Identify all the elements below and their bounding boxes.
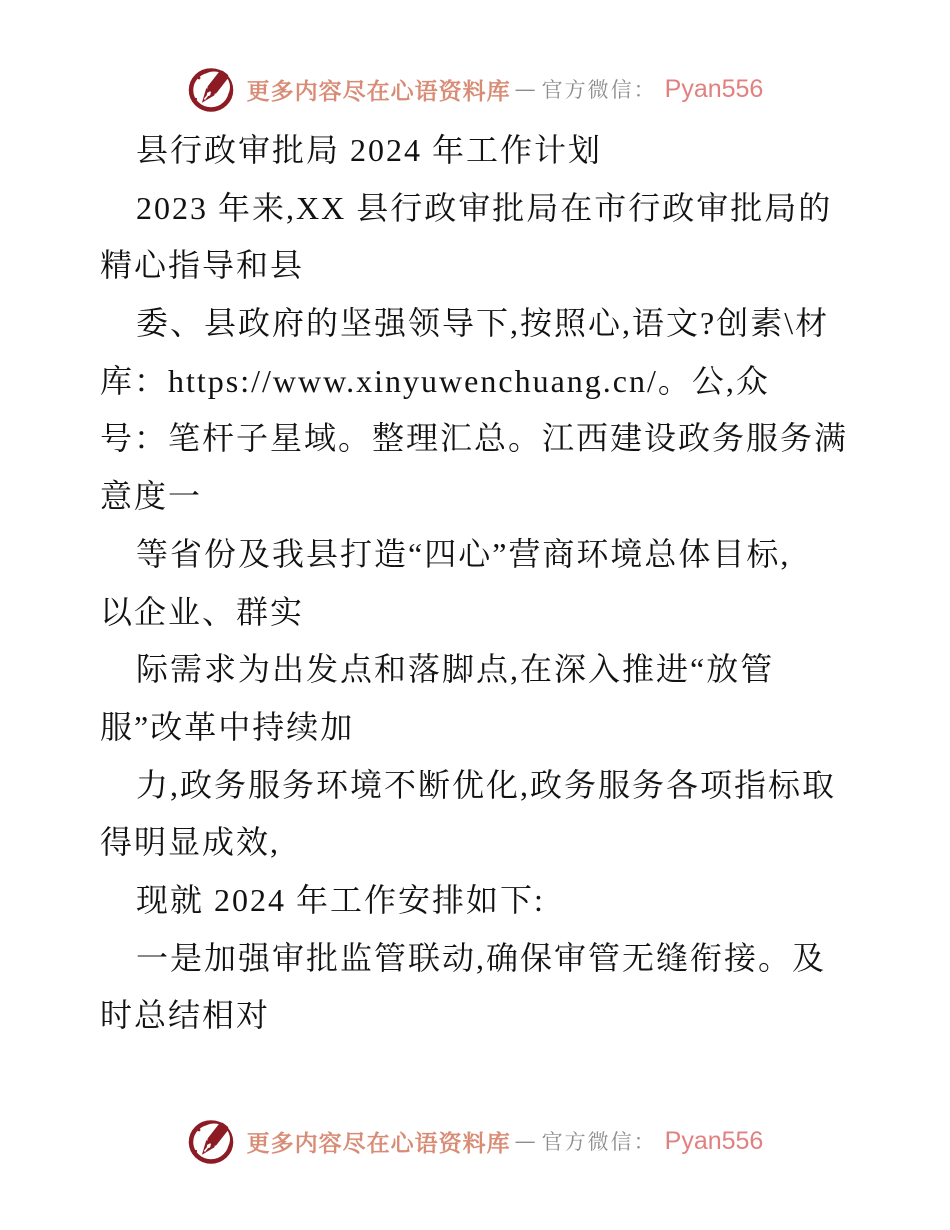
brand-text: 更多内容尽在心语资料库 (246, 1130, 511, 1156)
document-line: 时总结相对 (100, 997, 271, 1034)
document-line: 得明显成效, (100, 824, 281, 861)
document-line: 号：笔杆子星域。整理汇总。江西建设政务服务满 (100, 420, 849, 457)
wechat-id: Pyan556 (664, 1126, 764, 1155)
document-line: 一是加强审批监管联动,确保审管无缝衔接。及 (136, 939, 827, 976)
document-line: 委、县政府的坚强领导下,按照心,语文?创素\材 (136, 305, 830, 342)
document-line: 等省份及我县打造“四心”营商环境总体目标, (136, 535, 791, 572)
wechat-label: 官方微信： (541, 1130, 657, 1154)
brand-dash: — (514, 1129, 538, 1153)
brand-text: 更多内容尽在心语资料库 (246, 78, 511, 104)
document-line: 服”改革中持续加 (100, 708, 355, 745)
document-line: 以企业、群实 (100, 593, 305, 630)
document-line: 现就 2024 年工作安排如下: (136, 881, 545, 918)
document-line: 精心指导和县 (100, 247, 305, 284)
wechat-label: 官方微信： (541, 78, 657, 102)
document-line: 力,政务服务环境不断优化,政务服务各项指标取 (136, 766, 837, 803)
document-body (100, 122, 870, 1045)
document-line: 际需求为出发点和落脚点,在深入推进“放管 (136, 651, 775, 688)
wechat-id: Pyan556 (664, 74, 764, 103)
document-line: 2023 年来,XX 县行政审批局在市行政审批局的 (136, 189, 833, 226)
document-line: 库：https://www.xinyuwenchuang.cn/。公,众 (100, 362, 770, 399)
header-watermark (0, 64, 950, 114)
footer-watermark (0, 1116, 950, 1166)
pen-circle-logo-icon (187, 66, 237, 113)
document-line: 意度一 (100, 478, 203, 515)
pen-circle-logo-icon (187, 1118, 237, 1165)
document-line: 县行政审批局 2024 年工作计划 (136, 132, 603, 168)
brand-dash: — (514, 77, 538, 101)
